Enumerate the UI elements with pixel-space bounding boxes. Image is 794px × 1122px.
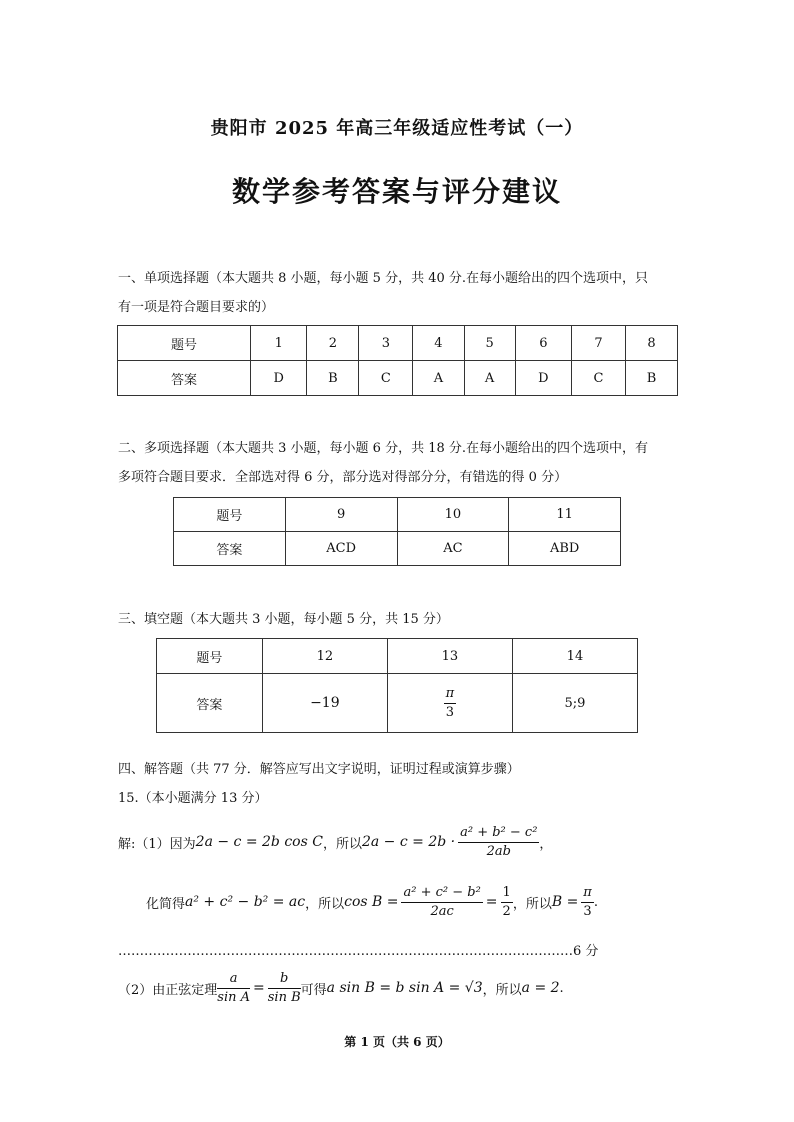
row-label-question: 题号 [118,326,251,361]
section4-intro: 四、解答题（共 77 分．解答应写出文字说明，证明过程或演算步骤） [118,762,520,777]
fraction-denominator: 2ab [486,843,511,859]
table-row [157,674,638,733]
fraction [501,884,513,921]
fraction-numerator: a² + b² − c² [458,824,539,843]
answer-cell: C [359,361,413,396]
question-number: 12 [262,639,387,674]
table-row [174,532,621,566]
fraction-denominator: 2ac [430,903,454,919]
fraction-denominator: 3 [445,704,455,720]
row-label-question: 题号 [174,498,286,532]
solution-line-2 [146,880,686,924]
connector-text: 可得 [300,982,327,998]
punctuation: ， [539,836,553,852]
question-number: 10 [397,498,509,532]
row-label-answer: 答案 [157,674,263,733]
equals-sign: = [253,980,265,996]
fraction-numerator: π [581,884,594,903]
question-number: 14 [512,639,637,674]
question-number: 5 [464,326,515,361]
answer-cell: D [251,361,307,396]
solution-label: （2）由正弦定理 [118,982,218,998]
row-label-answer: 答案 [174,532,286,566]
fraction-denominator: sin A [217,989,251,1005]
question-number: 11 [509,498,621,532]
fraction [444,685,457,722]
fraction [217,970,250,1007]
equation: a² + c² − b² = ac [185,894,306,910]
table-row [118,361,678,396]
connector-text: ，所以 [482,982,522,998]
section1-intro-line2: 有一项是符合题目要求的） [118,300,275,315]
fraction-denominator: 3 [583,903,592,919]
section2-intro [118,434,678,492]
question-number: 8 [625,326,677,361]
punctuation: . [559,980,564,996]
question-number: 9 [285,498,397,532]
solution-line-1 [118,822,678,862]
section1-intro [118,264,678,322]
connector-text: ，所以 [512,896,552,912]
fraction [401,884,482,921]
question-15-title: 15.（本小题满分 13 分） [118,791,268,806]
answer-cell [387,674,512,733]
equation: a sin B = b sin A = √3 [326,980,483,996]
row-label-answer: 答案 [118,361,251,396]
fraction-numerator: b [268,970,301,989]
equation: a = 2 [521,980,560,996]
section1-intro-line1: 一、单项选择题（本大题共 8 小题，每小题 5 分，共 40 分.在每小题给出的四个选项中，只 [118,271,649,286]
fraction-denominator: sin B [267,989,301,1005]
solution-line-3 [118,966,678,1010]
question-number: 3 [359,326,413,361]
answer-cell: D [515,361,571,396]
answer-cell: B [307,361,359,396]
question-number: 4 [413,326,464,361]
page-title: 贵阳市 2025 年高三年级适应性考试（一） [210,118,584,139]
equation: cos B = [344,894,399,910]
page-subtitle: 数学参考答案与评分建议 [231,175,562,208]
answer-cell: 5;9 [512,674,637,733]
fraction-numerator: π [444,685,457,704]
fraction [458,824,539,861]
fraction [581,884,594,921]
punctuation: . [593,894,598,910]
answer-cell: −19 [262,674,387,733]
question-number: 13 [387,639,512,674]
answer-cell: AC [397,532,509,566]
answer-cell: A [464,361,515,396]
question-number: 6 [515,326,571,361]
table-row [157,639,638,674]
question-number: 1 [251,326,307,361]
fraction-numerator: a [217,970,250,989]
fraction-denominator: 2 [502,903,511,919]
solution-label: 解:（1）因为 [118,836,196,852]
section2-answer-table [173,497,621,566]
answer-cell: A [413,361,464,396]
table-row [118,326,678,361]
equation: 2a − c = 2b cos C [195,834,323,850]
connector-text: 化简得 [146,896,186,912]
equation: 2a − c = 2b · [361,834,456,850]
section2-intro-line2: 多项符合题目要求．全部选对得 6 分，部分选对得部分分，有错选的得 0 分） [118,470,568,485]
question-number: 7 [572,326,626,361]
section1-answer-table [117,325,678,396]
answer-cell: ABD [509,532,621,566]
equation: B = [551,894,579,910]
section3-answer-table [156,638,638,733]
score-line: ……………………………………………………………………………………………6 分 [118,944,598,959]
page-footer: 第 1 页（共 6 页） [344,1035,450,1049]
answer-cell: ACD [285,532,397,566]
answer-cell: B [625,361,677,396]
connector-text: ，所以 [322,836,362,852]
row-label-question: 题号 [157,639,263,674]
connector-text: ，所以 [305,896,345,912]
section2-intro-line1: 二、多项选择题（本大题共 3 小题，每小题 6 分，共 18 分.在每小题给出的四个选项中，有 [118,441,649,456]
fraction [268,970,301,1007]
equals-sign: = [485,894,498,910]
table-row [174,498,621,532]
answer-cell: C [572,361,626,396]
question-number: 2 [307,326,359,361]
section3-intro: 三、填空题（本大题共 3 小题，每小题 5 分，共 15 分） [118,612,449,627]
fraction-numerator: a² + c² − b² [401,884,482,903]
fraction-numerator: 1 [501,884,513,903]
